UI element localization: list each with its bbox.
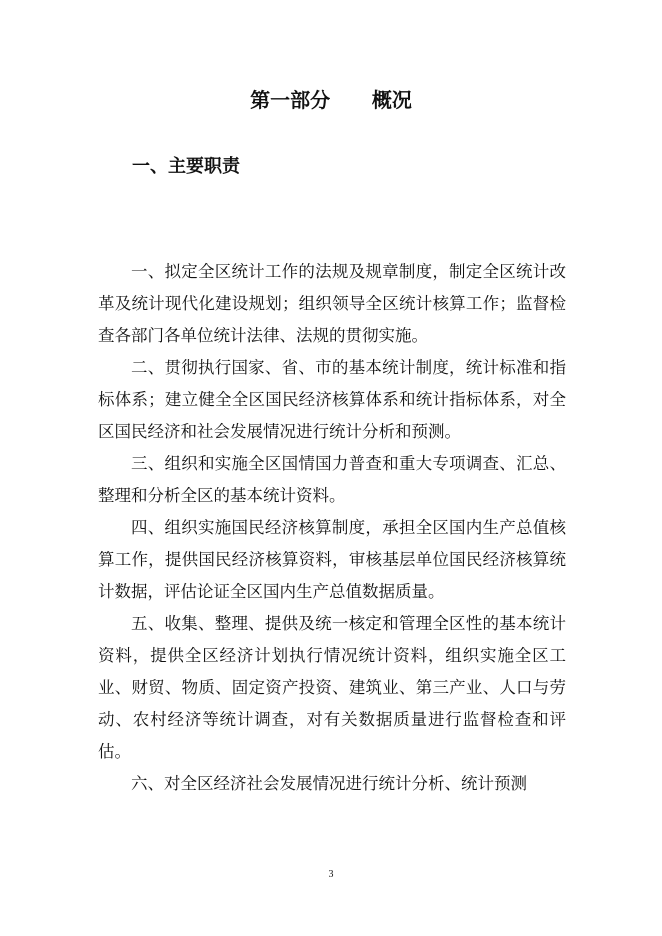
- paragraph-3: 三、组织和实施全区国情国力普查和重大专项调查、汇总、整理和分析全区的基本统计资料。: [98, 454, 566, 505]
- paragraph-2: 二、贯彻执行国家、省、市的基本统计制度，统计标准和指标体系；建立健全全区国民经济核算体系和统计指标体系，对全区国民经济和社会发展情况进行统计分析和预测。: [98, 358, 566, 441]
- section-heading: 一、主要职责: [132, 156, 240, 177]
- page-number: 3: [328, 869, 334, 880]
- body-text: [98, 256, 566, 800]
- paragraph-1: 一、拟定全区统计工作的法规及规章制度，制定全区统计改革及统计现代化建设规划；组织领导全区统计核算工作；监督检查各部门各单位统计法律、法规的贯彻实施。: [98, 262, 566, 345]
- page-title: 第一部分 概况: [250, 88, 412, 112]
- paragraph-5: 五、收集、整理、提供及统一核定和管理全区性的基本统计资料，提供全区经济计划执行情况统计资料，组织实施全区工业、财贸、物质、固定资产投资、建筑业、第三产业、人口与劳动、农村经济等统计调查，对有关数据质量进行监督检查和评估。: [98, 614, 566, 761]
- paragraph-4: 四、组织实施国民经济核算制度，承担全区国内生产总值核算工作，提供国民经济核算资料，审核基层单位国民经济核算统计数据，评估论证全区国内生产总值数据质量。: [98, 518, 566, 601]
- paragraph-6: 六、对全区经济社会发展情况进行统计分析、统计预测: [131, 774, 527, 793]
